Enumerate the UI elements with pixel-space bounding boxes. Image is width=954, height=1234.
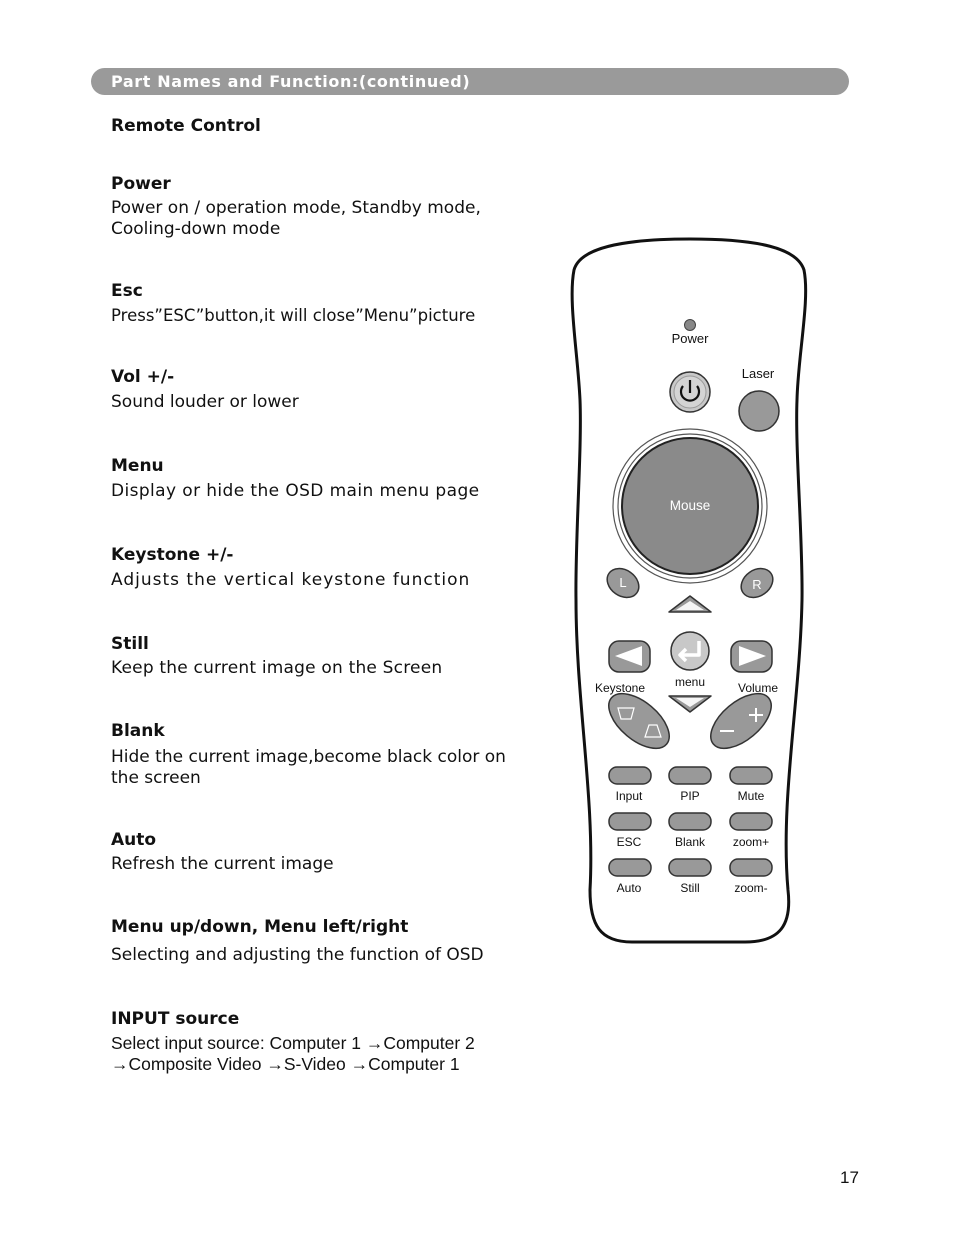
item-heading: Blank [111,721,165,741]
input-label: Input [615,789,643,803]
enter-button [671,632,709,670]
mouse-label: Mouse [669,498,711,513]
item-description: Selecting and adjusting the function of OSD [111,945,484,965]
blank-button [669,813,711,830]
laser-button [739,391,779,431]
zoom-in-label: zoom+ [732,835,770,849]
item-description: Keep the current image on the Screen [111,658,443,678]
left-click-label: L [619,575,627,590]
esc-label: ESC [616,835,642,849]
still-label: Still [680,881,700,895]
right-click-label: R [752,577,762,592]
item-heading: Vol +/- [111,367,175,387]
power-label: Power [671,331,709,346]
mute-label: Mute [737,789,765,803]
menu-label: menu [674,675,706,689]
pip-label: PIP [680,789,700,803]
input-button [609,767,651,784]
zoom-out-label: zoom- [734,881,768,895]
laser-label: Laser [741,366,775,381]
item-description: Display or hide the OSD main menu page [111,481,480,501]
item-description-line2: →Composite Video →S-Video →Computer 1 [111,1054,460,1074]
item-heading: Still [111,634,149,654]
volume-label: Volume [737,681,779,695]
item-description: Refresh the current image [111,854,334,874]
keystone-label: Keystone [594,681,646,695]
item-heading: Menu up/down, Menu left/right [111,917,409,937]
esc-button [609,813,651,830]
item-description: Sound louder or lower [111,392,299,412]
section-title: Remote Control [111,116,261,136]
item-heading: Power [111,174,171,194]
mute-button [730,767,772,784]
item-heading: Esc [111,281,143,301]
item-heading: INPUT source [111,1009,240,1029]
item-description: Power on / operation mode, Standby mode, Cooling-down mode [111,198,481,239]
power-led-icon [685,320,696,331]
page-number: 17 [840,1168,859,1187]
section-header-title: Part Names and Function:(continued) [111,72,471,91]
pip-button [669,767,711,784]
item-description: Hide the current image,become black color on the screen [111,747,506,788]
zoom-out-button [730,859,772,876]
auto-label: Auto [616,881,642,895]
item-description-line1: Select input source: Computer 1 →Computer 2 [111,1033,475,1053]
item-heading: Menu [111,456,164,476]
item-heading: Auto [111,830,157,850]
still-button [669,859,711,876]
item-heading: Keystone +/- [111,545,234,565]
item-description: Press”ESC”button,it will close”Menu”picture [111,306,476,325]
auto-button [609,859,651,876]
blank-label: Blank [674,835,706,849]
zoom-in-button [730,813,772,830]
item-description: Adjusts the vertical keystone function [111,570,471,590]
